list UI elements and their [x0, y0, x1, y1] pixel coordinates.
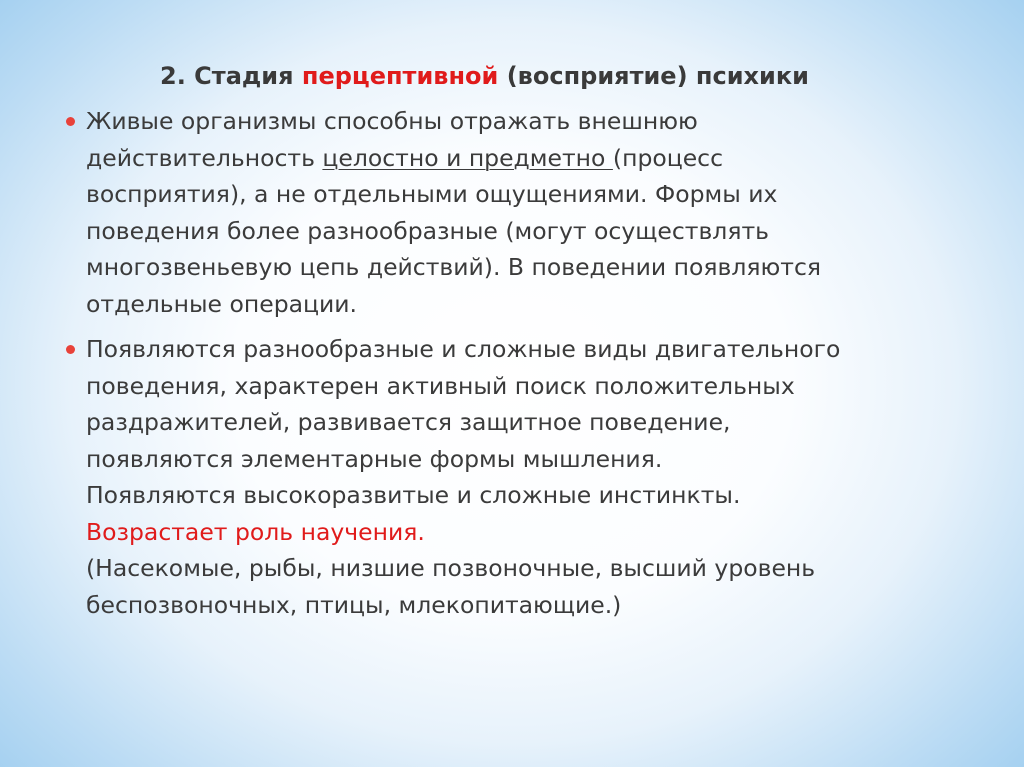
bullet1-line: Живые организмы способны отражать внешнюю — [86, 107, 698, 135]
red-emphasis-line: Возрастает роль научения. — [86, 517, 425, 546]
slide-title — [160, 58, 920, 94]
bullet1-line: отдельные операции. — [86, 289, 358, 318]
title-suffix: (восприятие) психики — [498, 62, 809, 90]
bullet1-line2-after: (процесс — [612, 143, 724, 172]
bullet1-line: многозвеньевую цепь действий). В поведении появляются — [86, 253, 822, 281]
bullet-item-perception — [86, 103, 966, 322]
bullet2-line: (Насекомые, рыбы, низшие позвоночные, высший уровень — [86, 554, 816, 582]
bullet2-line: поведения, характерен активный поиск положительных — [86, 371, 795, 400]
bullet1-line: восприятия), а не отдельными ощущениями. Формы их — [86, 180, 778, 208]
bullet1-line — [86, 140, 966, 177]
bullet1-line2-before: действительность — [86, 143, 323, 172]
bullet2-line: появляются элементарные формы мышления. — [86, 444, 663, 473]
bullet2-line: раздражителей, развивается защитное поведение, — [86, 408, 731, 436]
bullet-dot-icon — [66, 117, 75, 126]
bullet2-line: беспозвоночных, птицы, млекопитающие.) — [86, 590, 622, 619]
bullet-item-behavior — [86, 331, 966, 623]
bullet-dot-icon — [66, 345, 75, 354]
bullet2-line: Появляются высокоразвитые и сложные инстинкты. — [86, 481, 741, 509]
bullet1-line: поведения более разнообразные (могут осуществлять — [86, 216, 770, 245]
title-prefix: 2. Стадия — [160, 62, 302, 90]
bullet2-line: Появляются разнообразные и сложные виды двигательного — [86, 335, 841, 363]
title-highlight: перцептивной — [301, 62, 499, 90]
underlined-phrase: целостно и предметно — [322, 143, 613, 172]
